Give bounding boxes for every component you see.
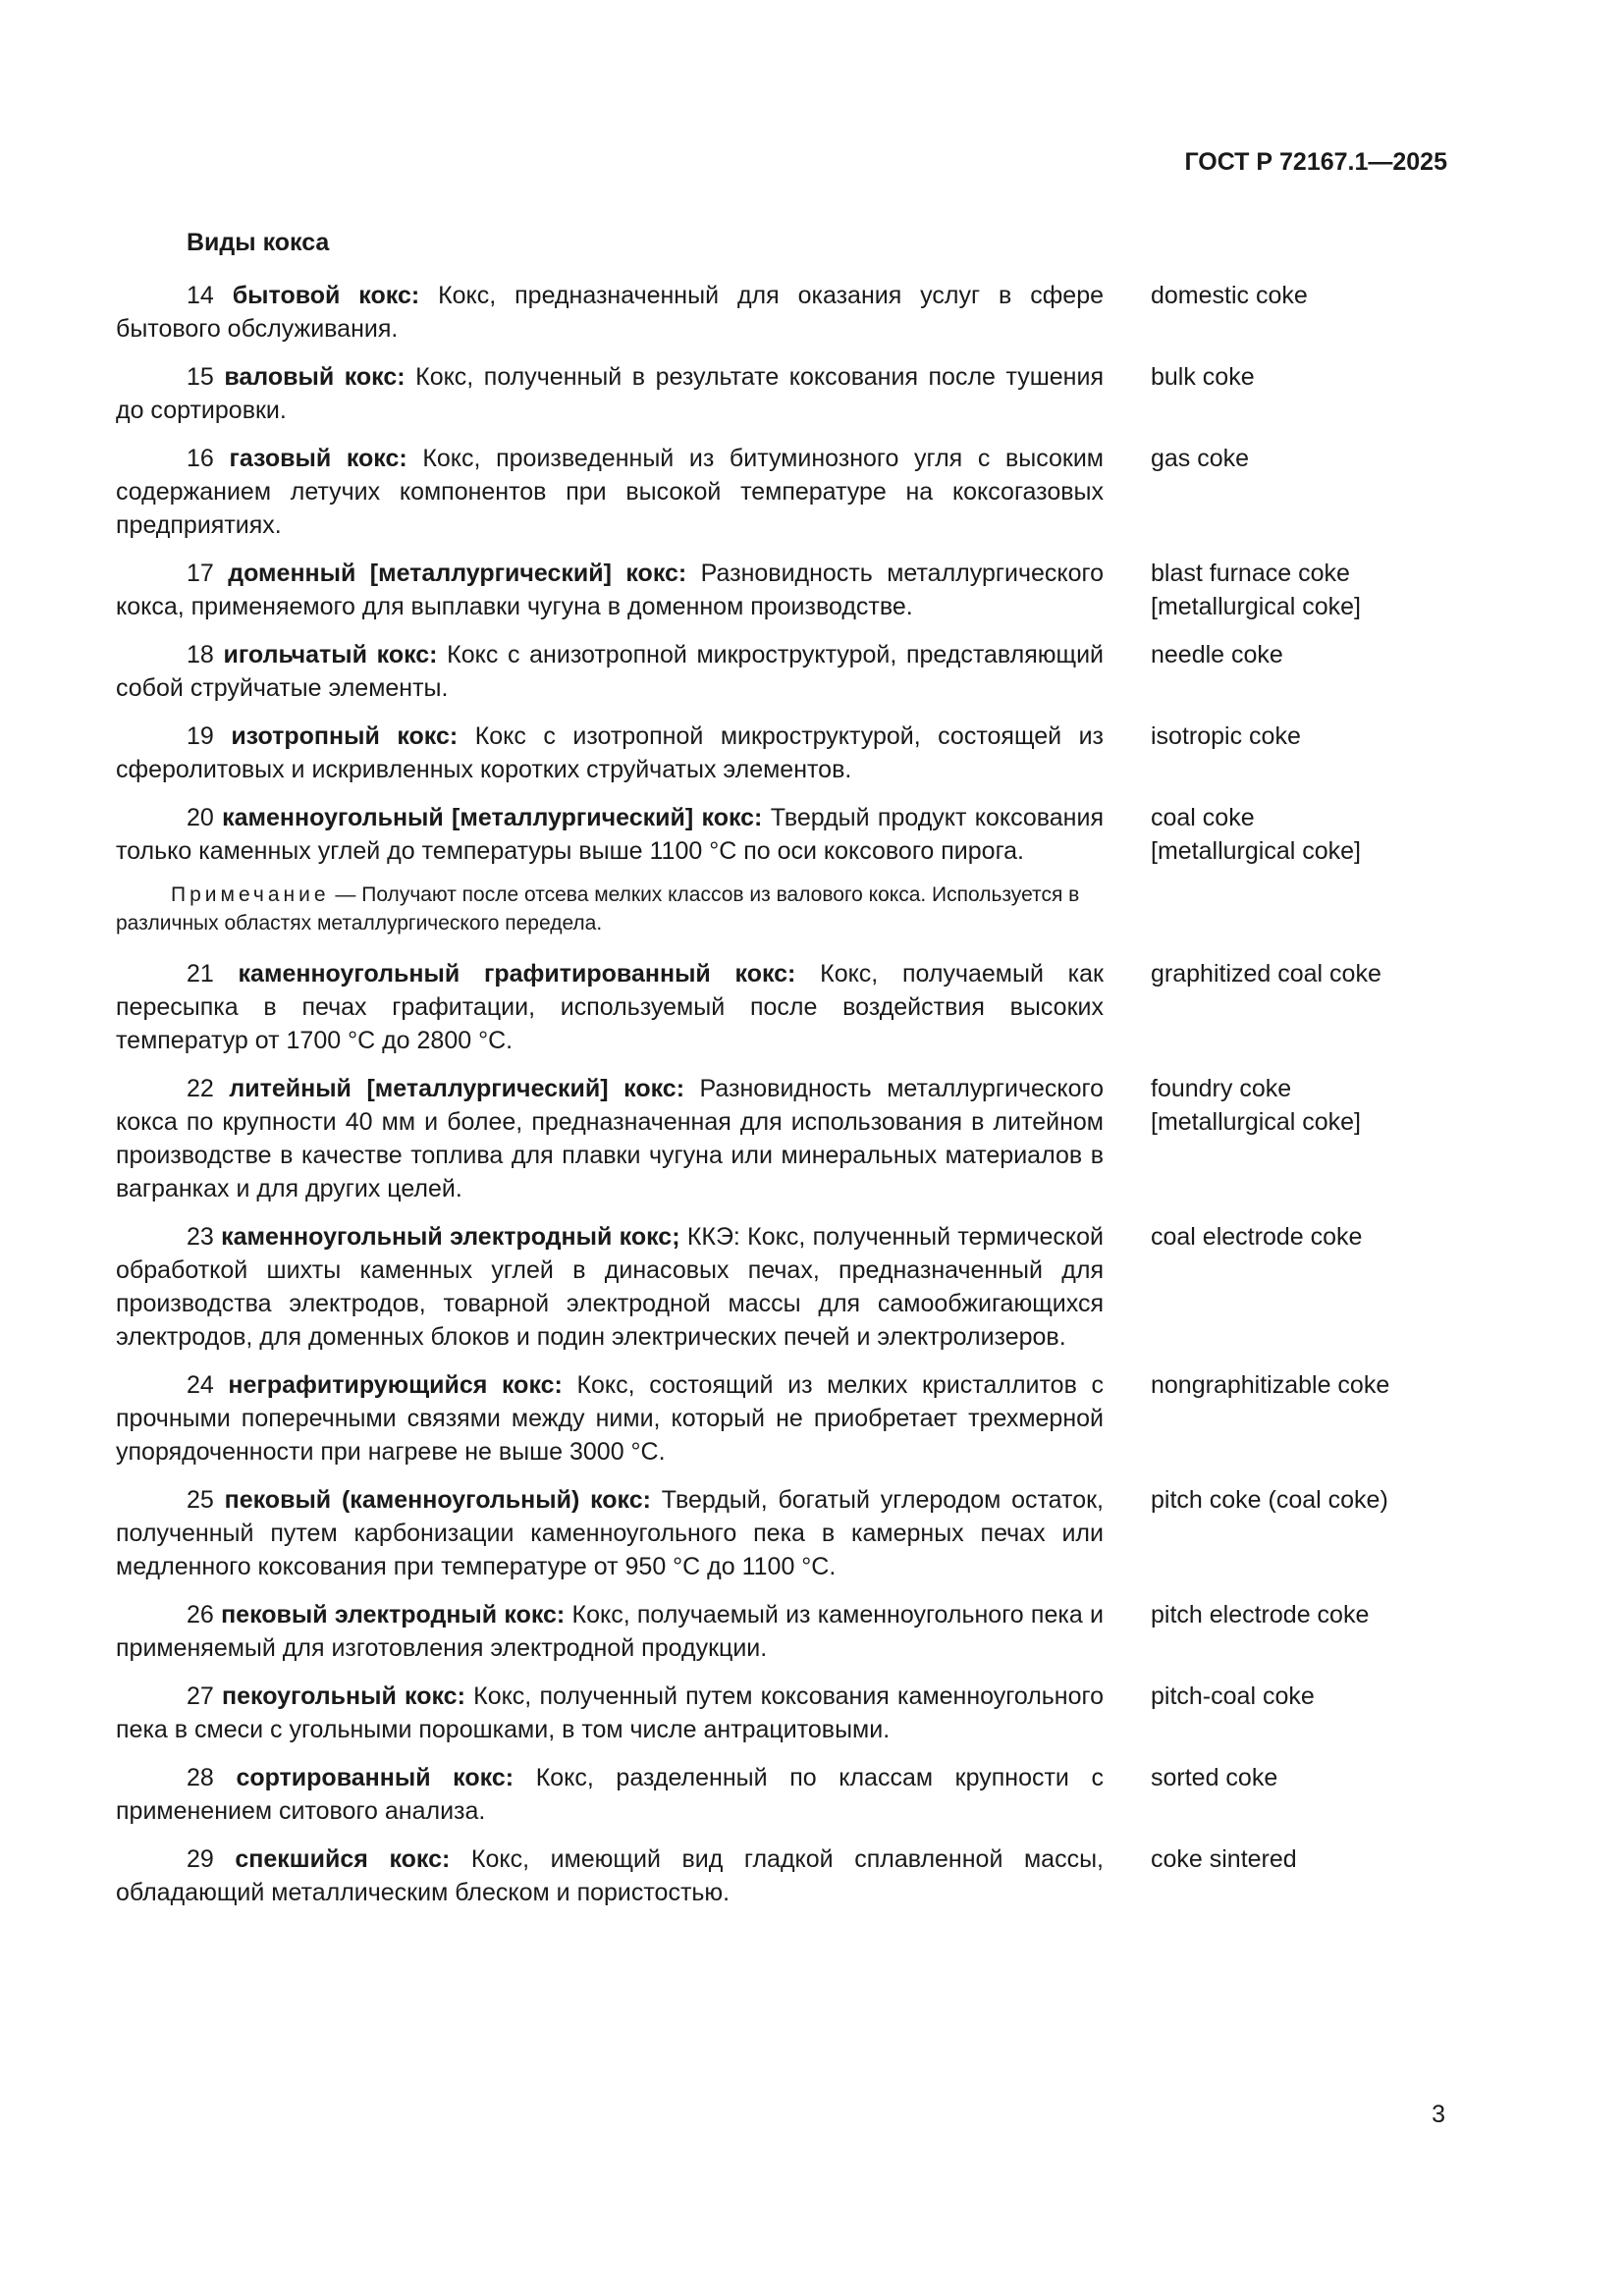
english-term-line: pitch electrode coke: [1151, 1601, 1370, 1629]
definition-text: ККЭ: Кокс, полученный термической обработкой шихты каменных углей в динасовых печах, предназначенный для производства электродов, товарной электродной массы для самообжигающихся электродов, для доменных блоков и подин электрических печей и электролизеров.: [116, 1223, 1104, 1351]
english-equivalent: [1151, 638, 1451, 705]
definition-text: Кокс, имеющий вид гладкой сплавленной массы, обладающий металлическим блеском и пористостью.: [116, 1845, 1104, 1906]
term-name: каменноугольный графитированный кокс:: [238, 960, 796, 988]
term-entry: [116, 442, 1451, 542]
term-definition: [116, 1598, 1104, 1665]
english-term-line: [metallurgical coke]: [1151, 837, 1361, 865]
english-term-line: [metallurgical coke]: [1151, 1108, 1361, 1136]
term-definition: [116, 720, 1104, 786]
term-number: 27: [187, 1682, 214, 1710]
english-term-line: [metallurgical coke]: [1151, 593, 1361, 620]
term-definition: [116, 442, 1104, 542]
definition-text: Кокс с анизотропной микроструктурой, представляющий собой струйчатые элементы.: [116, 641, 1105, 702]
english-term-line: needle coke: [1151, 641, 1283, 668]
english-term-line: pitch coke (coal coke): [1151, 1486, 1388, 1514]
term-name: изотропный кокс:: [231, 722, 459, 750]
definition-text: Разновидность металлургического кокса по крупности 40 мм и более, предназначенная для использования в литейном производстве в качестве топлива для плавки чугуна или минеральных материалов в вагранках и для других целей.: [116, 1075, 1104, 1202]
term-name: бытовой кокс:: [232, 282, 420, 309]
definition-text: Кокс, полученный в результате коксования после тушения до сортировки.: [116, 363, 1104, 424]
english-term-line: isotropic coke: [1151, 722, 1301, 750]
english-term-line: bulk coke: [1151, 363, 1255, 391]
definition-text: Кокс, получаемый как пересыпка в печах графитации, используемый после воздействия высоких температур от 1700 °С до 2800 °С.: [116, 960, 1104, 1054]
english-term-line: coal electrode coke: [1151, 1223, 1363, 1251]
term-number: 29: [187, 1845, 214, 1873]
term-definition: [116, 1680, 1104, 1746]
english-equivalent: [1151, 279, 1451, 346]
definition-text: Твердый, богатый углеродом остаток, полученный путем карбонизации каменноугольного пека в камерных печах или медленного коксования при температуре от 950 °С до 1100 °С.: [116, 1486, 1104, 1580]
term-number: 23: [187, 1223, 214, 1251]
definition-text: Кокс с изотропной микроструктурой, состоящей из сферолитовых и искривленных коротких струйчатых элементов.: [116, 722, 1105, 783]
definition-text: Кокс, полученный путем коксования каменноугольного пека в смеси с угольными порошками, в том числе антрацитовыми.: [116, 1682, 1104, 1743]
term-name: пековый электродный кокс:: [221, 1601, 566, 1629]
note-label: Примечание: [171, 883, 330, 906]
english-equivalent: [1151, 1072, 1451, 1205]
term-name: спекшийся кокс:: [235, 1845, 451, 1873]
english-term-line: domestic coke: [1151, 282, 1308, 309]
term-number: 14: [187, 282, 214, 309]
term-entry: [116, 1598, 1451, 1665]
term-number: 24: [187, 1371, 214, 1399]
term-number: 20: [187, 804, 214, 831]
english-equivalent: [1151, 1761, 1451, 1828]
english-term-line: foundry coke: [1151, 1075, 1292, 1102]
term-definition: [116, 360, 1104, 427]
term-name: неграфитирующийся кокс:: [228, 1371, 563, 1399]
term-definition: [116, 1072, 1104, 1205]
term-definition: [116, 1220, 1104, 1354]
term-number: 17: [187, 560, 214, 587]
english-term-line: gas coke: [1151, 445, 1250, 472]
document-code: ГОСТ Р 72167.1—2025: [1184, 148, 1447, 176]
term-entry: [116, 279, 1451, 346]
term-number: 28: [187, 1764, 214, 1791]
term-number: 26: [187, 1601, 214, 1629]
term-name: доменный [металлургический] кокс:: [228, 560, 687, 587]
english-equivalent: [1151, 720, 1451, 786]
term-number: 15: [187, 363, 214, 391]
english-equivalent: [1151, 1598, 1451, 1665]
term-name: пекоугольный кокс:: [222, 1682, 465, 1710]
term-entry: [116, 1483, 1451, 1583]
term-number: 18: [187, 641, 214, 668]
note-dash: —: [335, 883, 356, 906]
term-name: каменноугольный [металлургический] кокс:: [222, 804, 763, 831]
term-entry: [116, 557, 1451, 623]
english-term-line: coke sintered: [1151, 1845, 1297, 1873]
english-term-line: blast furnace coke: [1151, 560, 1350, 587]
english-term-line: pitch-coal coke: [1151, 1682, 1315, 1710]
term-name: игольчатый кокс:: [223, 641, 438, 668]
term-entry: [116, 1842, 1451, 1909]
term-definition: [116, 801, 1104, 868]
note-text: Получают после отсева мелких классов из валового кокса. Используется в различных областях металлургического передела.: [116, 883, 1080, 934]
term-name: каменноугольный электродный кокс;: [221, 1223, 680, 1251]
term-entry: [116, 720, 1451, 786]
english-equivalent: [1151, 801, 1451, 868]
term-name: газовый кокс:: [229, 445, 407, 472]
page-body: [116, 226, 1451, 1924]
english-term-line: coal coke: [1151, 804, 1255, 831]
term-entry: [116, 638, 1451, 705]
term-entry: [116, 1368, 1451, 1468]
term-definition: [116, 1368, 1104, 1468]
definition-text: Твердый продукт коксования только каменных углей до температуры выше 1100 °С по оси коксового пирога.: [116, 804, 1104, 865]
term-name: литейный [металлургический] кокс:: [229, 1075, 685, 1102]
english-equivalent: [1151, 1220, 1451, 1354]
term-entry: [116, 360, 1451, 427]
term-entry: [116, 1220, 1451, 1354]
english-term-line: sorted coke: [1151, 1764, 1278, 1791]
english-equivalent: [1151, 1680, 1451, 1746]
term-entry: [116, 801, 1451, 868]
definition-text: Кокс, предназначенный для оказания услуг в сфере бытового обслуживания.: [116, 282, 1104, 343]
term-definition: [116, 1842, 1104, 1909]
definition-text: Кокс, разделенный по классам крупности с применением ситового анализа.: [116, 1764, 1105, 1825]
term-definition: [116, 1761, 1104, 1828]
definition-text: Кокс, состоящий из мелких кристаллитов с прочными поперечными связями между ними, который не приобретает трехмерной упорядоченности при нагреве не выше 3000 °С.: [116, 1371, 1104, 1466]
english-term-line: nongraphitizable coke: [1151, 1371, 1390, 1399]
term-definition: [116, 957, 1104, 1057]
term-definition: [116, 557, 1104, 623]
term-entry: [116, 1072, 1451, 1205]
term-name: валовый кокс:: [224, 363, 406, 391]
page-number: 3: [1432, 2101, 1445, 2128]
english-equivalent: [1151, 442, 1451, 542]
term-list: [116, 279, 1451, 1909]
english-equivalent: [1151, 1483, 1451, 1583]
term-definition: [116, 1483, 1104, 1583]
english-equivalent: [1151, 1368, 1451, 1468]
english-equivalent: [1151, 1842, 1451, 1909]
definition-text: Разновидность металлургического кокса, применяемого для выплавки чугуна в доменном производстве.: [116, 560, 1104, 620]
english-equivalent: [1151, 557, 1451, 623]
english-equivalent: [1151, 360, 1451, 427]
term-number: 22: [187, 1075, 214, 1102]
definition-text: Кокс, получаемый из каменноугольного пека и применяемый для изготовления электродной продукции.: [116, 1601, 1104, 1662]
term-name: пековый (каменноугольный) кокс:: [224, 1486, 651, 1514]
definition-text: Кокс, произведенный из битуминозного угля с высоким содержанием летучих компонентов при высокой температуре на коксогазовых предприятиях.: [116, 445, 1104, 539]
note: [116, 881, 1104, 937]
term-entry: [116, 1761, 1451, 1828]
term-number: 25: [187, 1486, 214, 1514]
term-definition: [116, 279, 1104, 346]
term-number: 21: [187, 960, 214, 988]
term-entry: [116, 957, 1451, 1057]
term-number: 19: [187, 722, 214, 750]
term-definition: [116, 638, 1104, 705]
term-number: 16: [187, 445, 214, 472]
section-title: Виды кокса: [187, 229, 330, 256]
term-name: сортированный кокс:: [236, 1764, 514, 1791]
english-term-line: graphitized coal coke: [1151, 960, 1381, 988]
english-equivalent: [1151, 957, 1451, 1057]
term-entry: [116, 1680, 1451, 1746]
